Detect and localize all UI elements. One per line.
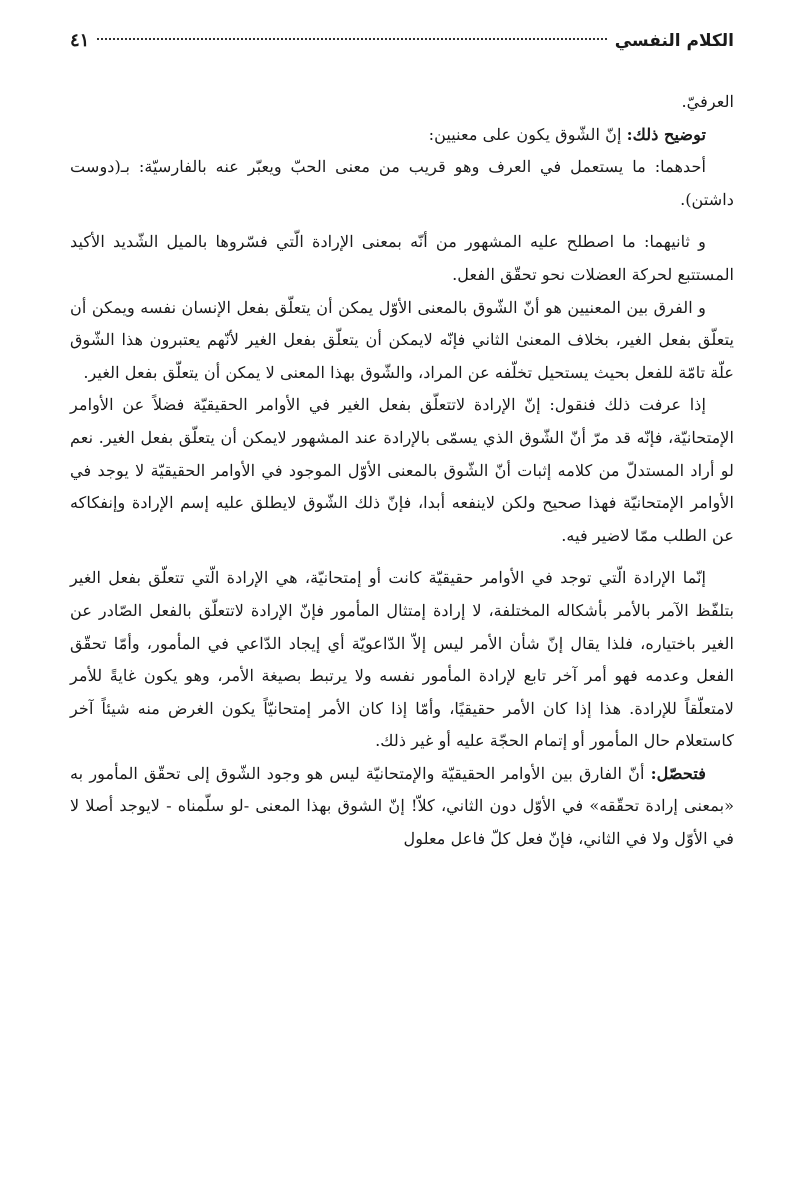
paragraph-7: فتحصّل: أنّ الفارق بين الأوامر الحقيقيّة والإمتحانيّة ليس هو وجود الشّوق إلى تحقّق المأمور به «بمعنى إرادة تحقّقه» في الأوّل دون الثاني، كلاّ! إنّ الشوق بهذا المعنى -لو سلّمناه - لايوجد أصلا لا في الأوّل ولا في الثاني، فإنّ فعل كلّ فاعل معلول xyxy=(70,763,734,849)
paragraph-0: العرفيّ. xyxy=(681,92,734,111)
page xyxy=(70,28,734,856)
page-body xyxy=(70,86,734,856)
running-header xyxy=(70,28,734,56)
header-dot-leader xyxy=(97,38,606,40)
page-number: ٤١ xyxy=(70,30,90,51)
paragraph-2: أحدهما: ما يستعمل في العرف وهو قريب من معنى الحبّ ويعبّر عنه بالفارسيّة: بـ(دوست داشتن). xyxy=(70,157,734,209)
bold-lead: توضيح ذلك: xyxy=(626,124,706,144)
paragraph-1: توضيح ذلك: إنّ الشّوق يكون على معنيين: xyxy=(428,124,706,144)
header-title: الكلام النفسي xyxy=(614,31,734,51)
paragraph-6: إنّما الإرادة الّتي توجد في الأوامر حقيقيّة كانت أو إمتحانيّة، هي الإرادة الّتي تتعلّق بفعل الغير بتلفّظ الآمر بالأمر بأشكاله المختلفة، لا إرادة إمتثال المأمور فإنّ الإرادة لاتتعلّق بالفعل الصّادر عن الغير باختياره، فلذا يقال إنّ شأن الأمر ليس إلاّ الدّاعويّة أي إيجاد الدّاعي في المأمور، وأمّا تحقّق الفعل وعدمه فهو أمر آخر تابع لإرادة المأمور نفسه ولا يرتبط بصيغة الأمر، وهو يكون غايةً للأمر لامتعلّقاً للإرادة. هذا إذا كان الأمر حقيقيًا، وأمّا إذا كان الأمر إمتحانيّاً يكون الغرض منه شيئاً آخر كاستعلام حال المأمور أو إتمام الحجّة عليه أو غير ذلك. xyxy=(70,568,734,751)
paragraph-5: إذا عرفت ذلك فنقول: إنّ الإرادة لاتتعلّق بفعل الغير في الأوامر الحقيقيّة فضلاً عن الأوامر الإمتحانيّة، فإنّه قد مرّ أنّ الشّوق الذي يسمّى بالإرادة عند المشهور لايمكن أن يتعلّق بفعل الغير. نعم لو أراد المستدلّ من كلامه إثبات أنّ الشّوق بالمعنى الأوّل الموجود في الأوامر الحقيقيّة لا يوجد في الأوامر الإمتحانيّة فهذا صحيح ولكن لاينفعه أبدا، فإنّ ذلك الشّوق لايطلق عليه إسم الإرادة وإنفكاكه عن الطلب ممّا لاضير فيه. xyxy=(70,395,734,545)
bold-lead: فتحصّل: xyxy=(650,763,706,783)
paragraph-3: و ثانيهما: ما اصطلح عليه المشهور من أنّه بمعنى الإرادة الّتي فسّروها بالميل الشّديد الأكيد المستتبع لحركة العضلات نحو تحقّق الفعل. xyxy=(70,232,734,284)
paragraph-4: و الفرق بين المعنيين هو أنّ الشّوق بالمعنى الأوّل يمكن أن يتعلّق بفعل الإنسان نفسه ويمكن أن يتعلّق بفعل الغير، بخلاف المعنىٰ الثاني فإنّه لايمكن أن يتعلّق بفعل الغير لأنّهم يعتبرون هذا الشّوق علّة تامّة للفعل بحيث يستحيل تخلّفه عن المراد، والشّوق بهذا المعنى لا يمكن أن يتعلّق بفعل الغير. xyxy=(70,297,734,382)
